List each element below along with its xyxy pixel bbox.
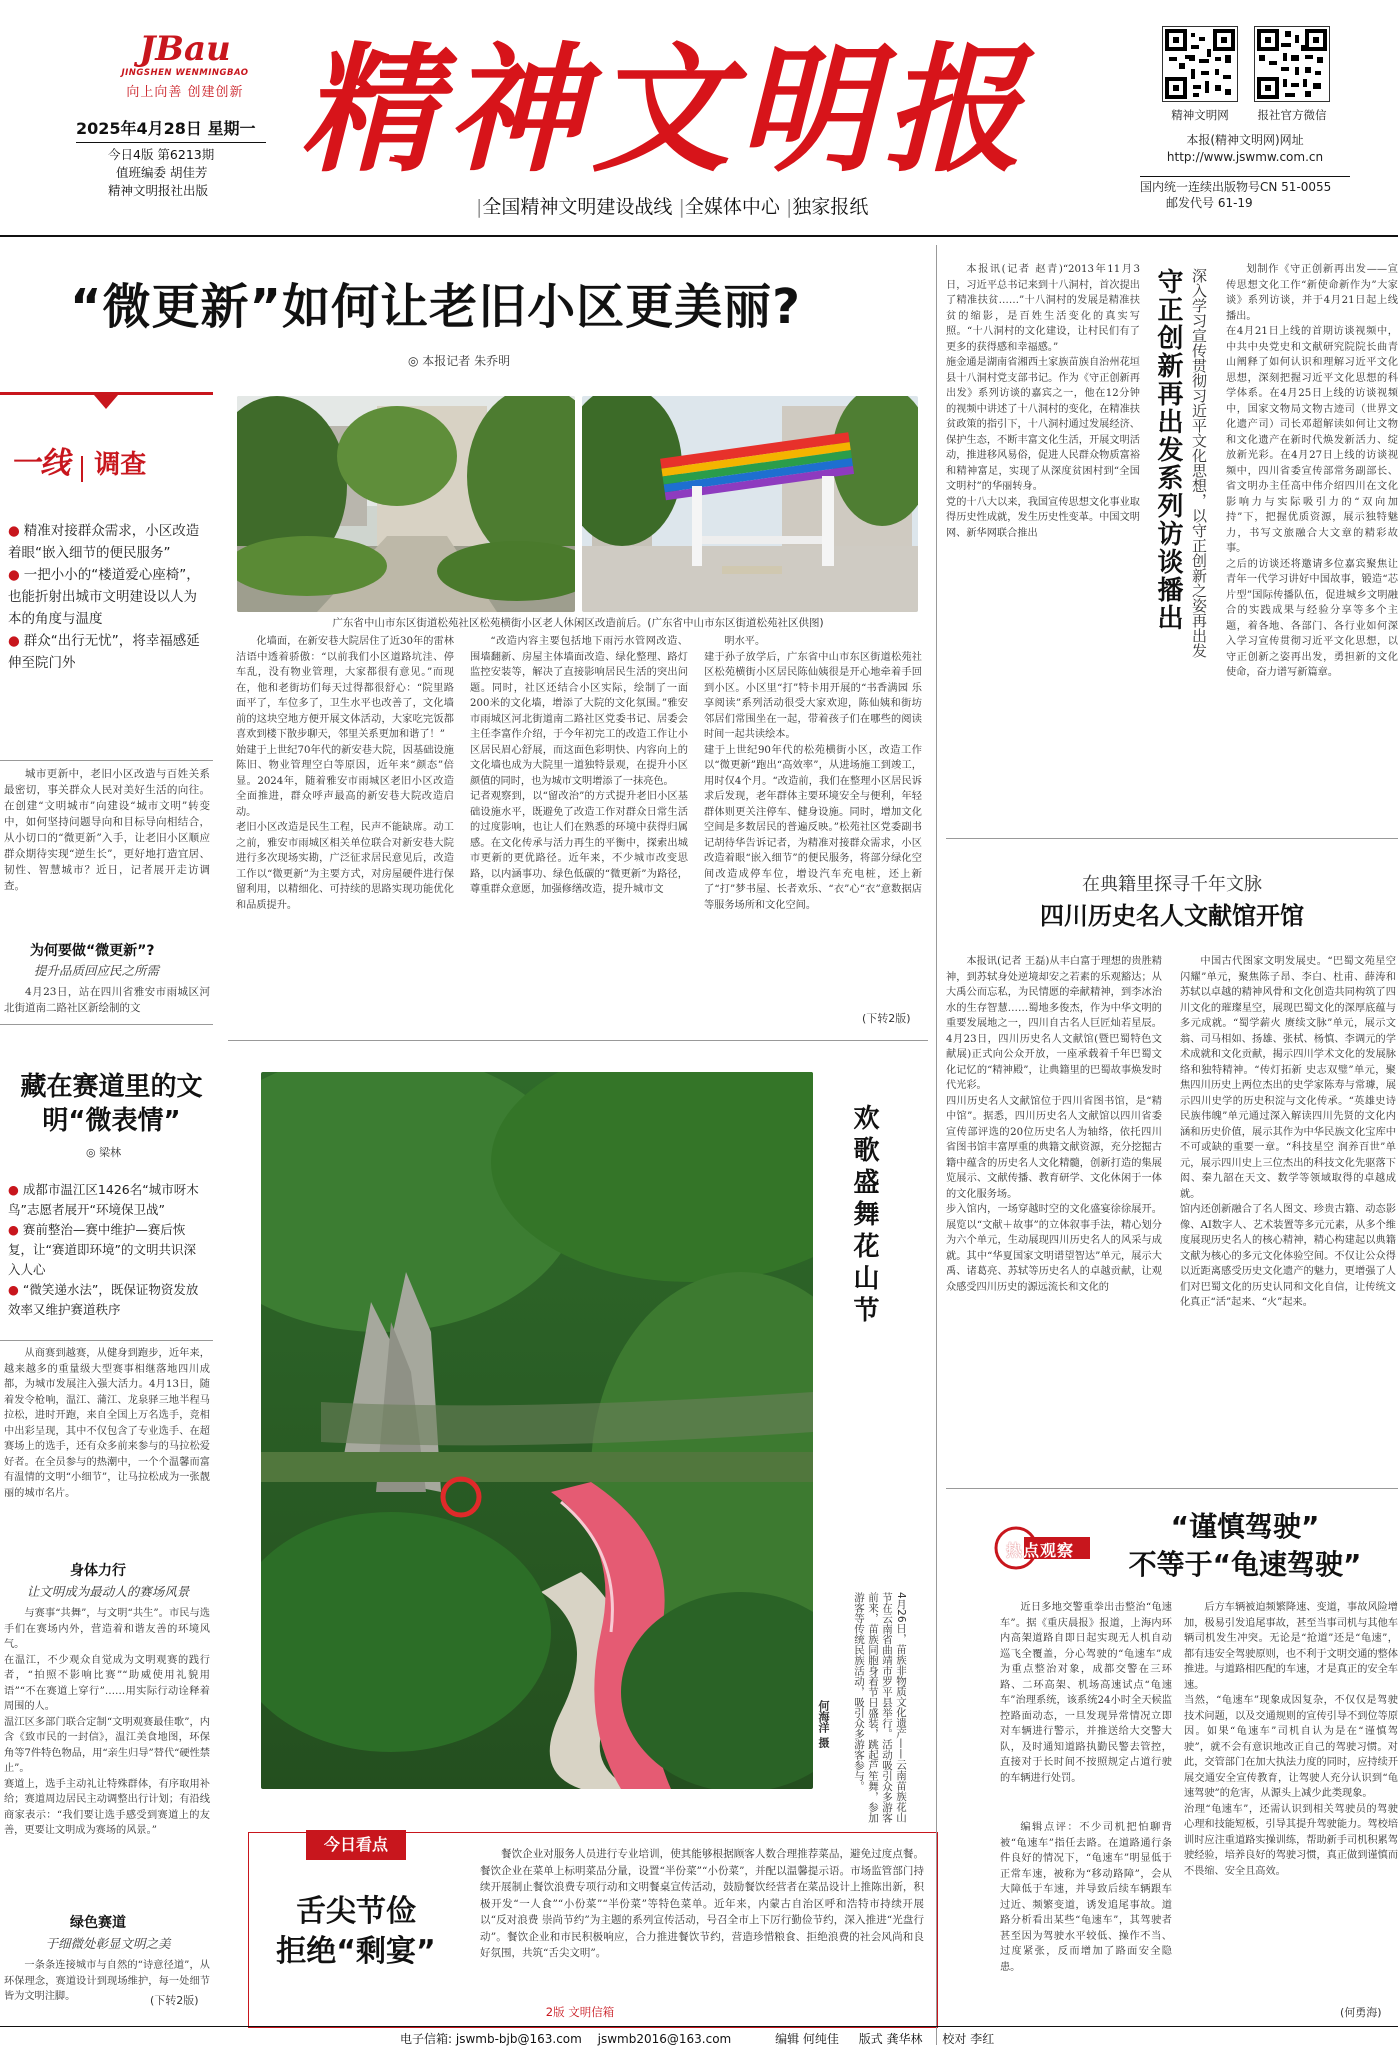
column-title-1: 一线 bbox=[10, 446, 70, 481]
hot-editor: 编辑点评：不少司机把怕聊背被“龟速车”指任去路。在道路通行条件良好的情况下，“龟速车”明显低于正常车速，被称为“移动路障”，会从大障低于车速，并导致后续车辆跟车过近、频繁变道，诱发追尾事故。道路分析看出某些“龟速车”，其驾驶者甚至因为驾驶水平较低、操作不当、过度紧张，反而增加了路面安全隐患。 bbox=[1000, 1822, 1172, 1973]
ancient-title-1: 在典籍里探寻千年文脉 bbox=[1082, 874, 1262, 895]
qr-code-website[interactable] bbox=[1162, 26, 1238, 102]
sidebar-subhead: 为何要做“微更新”? bbox=[30, 943, 155, 959]
sidebar-intro: 城市更新中，老旧小区改造与百姓关系最密切，事关群众人民对美好生活的向往。 在创建“文明城市”向建设“城市文明”转变中，如何坚持问题导向和目标导向相结合，从小切口的“微更新”入手，让老旧小区顺应群众期待实现“逆生长”，更好地打造宜居、韧性、智慧城市？近日，记者展开走访调查。 bbox=[4, 768, 210, 892]
race-bullet: ● 赛前整治—赛中维护—赛后恢复，让“赛道即环境”的文明共识深入人心 bbox=[8, 1222, 196, 1277]
sidebar-subhead2: 提升品质回应民之所需 bbox=[34, 963, 160, 978]
duty-editor: 值班编委 胡佳芳 bbox=[116, 165, 208, 180]
race-sub1b: 让文明成为最动人的赛场风景 bbox=[26, 1584, 190, 1599]
editor: 编辑 何纯佳 bbox=[775, 2032, 839, 2046]
hot-author: (何勇海) bbox=[1340, 2006, 1382, 2019]
right-interview-b: 划制作《守正创新再出发——宣传思想文化工作“新使命新作为”大家谈》系列访谈，并于4月21日起上线播出。 在4月21日上线的首期访谈视频中，中共中央党史和文献研究院院长曲青山阐释了如何认识和理解习近平文化思想，深刻把握习近平文化思想的科学体系。在4月25日上线的访谈视频中，国家文物局文物古迹司（世界文化遗产司）司长邓超解读如何让文物和文化遗产在新时代焕发新活力、绽放新光彩。在4月27日上线的访谈视频中，四川省委宣传部常务副部长、省文明办主任高中伟介绍四川在文化影响力与实际吸引力的“双向加持”下，把握优质资源，展示独特魅力，书写文旅融合大文章的精彩故事。 之后的访谈还将邀请多位嘉宾聚焦让青年一代学习讲好中国故事，锻造“芯片型”国际传播队伍，促进城乡文明融合的实践成果与经验分享等多个主题，着各地、各部门、各行业如何深入学习宣传贯彻习近平文化思想，以守正创新之姿再出发，勇担新的文化使命，奋力谱写新篇章。 bbox=[1226, 264, 1398, 678]
hot-a: 近日多地交警重拳出击整治“龟速车”。据《重庆晨报》报道，上海内环内高架道路自即日起实现无人机自动巡飞全覆盖，分心驾驶的“龟速车”成为重点整治对象，成都交警在三环路、二环高架、机场高速试点“龟速车”治理系统，该系统24小时全天候监控路面动态，一旦发现异常情况立即对车辆进行警示，并推送给大交警大队，及时通知道路执勤民警去管控，直接对于长时间不按照规定占道行驶的车辆进行处罚。 bbox=[1000, 1602, 1172, 1784]
hot-badge bbox=[994, 1526, 1094, 1570]
dance-photo bbox=[261, 1072, 813, 1789]
race-continued[interactable]: (下转2版) bbox=[150, 1994, 199, 2007]
interview-title: 守正创新再出发系列访谈播出 bbox=[1153, 268, 1183, 632]
issue-date: 2025年4月28日 星期一 bbox=[76, 119, 256, 138]
ancient-title-2: 四川历史名人文献馆开馆 bbox=[1040, 902, 1304, 930]
qr-label-website: 精神文明网 bbox=[1171, 108, 1229, 122]
today-title bbox=[256, 1892, 456, 1972]
website-info bbox=[1140, 132, 1350, 166]
tagline-3: 独家报纸 bbox=[792, 196, 869, 218]
race-body3: 一条条连接城市与自然的“诗意径道”，从环保理念，赛道设计到现场维护，每一处细节皆为文明注脚。 bbox=[4, 1960, 210, 2002]
postal-code: 邮发代号 61-19 bbox=[1166, 196, 1253, 210]
footer-rule bbox=[0, 2026, 1398, 2027]
newspaper-title: 精神文明报 bbox=[300, 28, 1031, 191]
sidebar-rule bbox=[0, 760, 213, 761]
proofreader: 校对 李红 bbox=[942, 2032, 995, 2046]
hot-title-2: 不等于“龟速驾驶” bbox=[1128, 1548, 1362, 1581]
dance-photographer: 何海洋 摄 bbox=[817, 1700, 830, 1748]
race-byline: ◎ 梁林 bbox=[86, 1146, 122, 1159]
right-rule-2 bbox=[946, 1488, 1398, 1489]
lead-byline: ◎ 本报记者 朱乔明 bbox=[408, 354, 511, 368]
race-headline: 藏在赛道里的文明“微表情” bbox=[20, 1072, 203, 1136]
issue-number: 今日4版 第6213期 bbox=[108, 147, 215, 162]
column-title-divider bbox=[81, 456, 83, 482]
web-url[interactable]: http://www.jswmw.com.cn bbox=[1166, 150, 1324, 164]
center-divider bbox=[228, 1040, 928, 1041]
email-label: 电子信箱: bbox=[400, 2032, 453, 2046]
today-title-1: 舌尖节俭 bbox=[296, 1894, 416, 1929]
race-sub2b: 于细微处彰显文明之美 bbox=[45, 1936, 171, 1951]
ancient-a: 本报讯(记者 王磊)从丰白富于理想的贵胜精神，到苏轼身处逆境却安之若素的乐观豁达；从大禹公而忘私，为民情愿的牵献精神，到李冰治水的生存智慧……蜀地多俊杰，作为中华文明的重要发展地之一，四川自古名人巨匠灿若星辰。4月23日，四川历史名人文献馆(暨巴蜀特色文献展)正式向公众开放，一座承载着千年巴蜀文化记忆的“精神殿”，让典籍里的巴蜀故事焕发时代光彩。 四川历史名人文献馆位于四川省图书馆，是“精中馆”。据悉，四川历史名人文献馆以四川省委宣传部评选的20位历史名人为轴络，依托四川省图书馆丰富厚重的典籍文献资源，充分挖掘古籍中蕴含的历史名人文化精髓，创新打造的集展览展示、文献传播、教育研学、文化休闲于一体的文化服务场。 步入馆内，一场穿越时空的文化盛宴徐徐展开。展览以“文献＋故事”的立体叙事手法，精心划分为六个单元，生动展现四川历史名人的风采与成就。其中“华夏国家文明谱望智达”单元，展示大禹、诸葛亮、苏轼等历史名人的卓越贡献，让观众感受四川历史的源远流长和文化的 bbox=[946, 956, 1162, 1293]
hot-title bbox=[1100, 1508, 1390, 1584]
race-rule bbox=[0, 1340, 213, 1341]
web-label: 本报(精神文明网)网址 bbox=[1186, 133, 1304, 147]
lead-col3: 明水平。 建于孙子放学后，广东省中山市东区街道松苑社区松苑横街小区居民陈仙姨很是开心地牵着手回到小区。小区里“打”特卡用开展的“书香满园 乐享阅读”系列活动很受大家欢迎，陈仙姨和街坊邻居们常围坐在一起，带着孩子们在哪些的阅读时间一起共读绘本。 建于上世纪90年代的松苑横街小区，改造工作以“微更新”跑出“高效率”，从进场施工到竣工，用时仅4个月。“改造前，我们在整理小区居民诉求后发现，老年群体主要环境安全与便利，年轻群体则更关注停车、健身设施。同时，增加文化空间是多数居民的普遍反映。”松苑社区党委副书记胡待华告诉记者，为精准对接群众需求，小区改造着眼“嵌入细节”的便民服务，将部分绿化空间改造成停车位，增设汽车充电桩，还上新了“打”梦书屋、长者欢乐、“衣”心“衣”意数据店等服务场所和文化空间。 bbox=[704, 636, 922, 911]
dance-title: 欢歌盛舞花山节 bbox=[849, 1104, 879, 1328]
sidebar-notch bbox=[94, 395, 118, 409]
dance-caption: 4月26日，苗族非物质文化遗产——云南苗族花山节在云南省曲靖市罗平县举行。活动吸引众多游客前来，苗族同胞身着节日盛装，跳起芦笙舞，参加游客等传统民族活动，吸引众多游客参与。 bbox=[853, 1592, 907, 1823]
masthead-info bbox=[76, 118, 276, 200]
logo bbox=[110, 29, 260, 100]
ancient-title bbox=[946, 870, 1398, 931]
right-interview-a: 本报讯(记者 赵青)“2013年11月3日，习近平总书记来到十八洞村，首次提出了精准扶贫……”十八洞村的发展是精准扶贫的缩影，是百姓生活变化的真实写照。“十八洞村的文化建设，让村民们有了更多的获得感和幸福感。” 施金通是湖南省湘西土家族苗族自治州花垣县十八洞村党支部书记。作为《守正创新再出发》系列访谈的嘉宾之一，他在12分钟的视频中讲述了十八洞村的变化，在精准扶贫政策的指引下，十八洞村通过发展经济、保护生态，不断丰富文化生活，开展文明活动，推进移风易俗，促进人民群众物质富裕和精神富足，实现了从深度贫困村到“全国文明村”的华丽转身。 党的十八大以来，我国宣传思想文化事业取得历史性成就，发生历史性变革。中国文明网、新华网联合推出 bbox=[946, 264, 1140, 539]
hot-label: 热点观察 bbox=[1006, 1541, 1075, 1560]
sidebar-bullets bbox=[8, 520, 208, 674]
ancient-b: 中国古代图家文明发展史。“巴蜀文苑星空闪耀”单元，聚焦陈子昂、李白、杜甫、薛涛和苏轼以卓越的精神风骨和文化创造共同构筑了四川文化的璀璨星空，展现巴蜀文化的深厚底蕴与多元成就。“蜀学薪火 赓续文脉”单元，展示文翁、司马相如、扬雄、张栻、杨慎、李调元的学术成就和文化贡献，揭示四川学术文化的发展脉络和独特精神。“传灯拓新 史志双璧”单元，聚焦四川历史上两位杰出的史学家陈寿与常璩，展示四川史学的历史积淀与文化传承。“英雄史诗 民族伟魄”单元通过深入解读四川先贤的文化内涵和历史价值，展示其作为中华民族文化宝库中不可或缺的重要一章。“科技星空 润养百世”单元，展示四川史上三位杰出的科技文化先驱落下闳、秦九韶在天文、数学等领域取得的卓越成就。 馆内还创新融合了名人图文、珍贵古籍、动态影像、AI数字人、艺术装置等多元元素，从多个维度展现历史名人的核心精神，精心构建起以典籍文献为核心的多元文化体验空间。不仅让公众得以近距离感受历史文化遗产的魅力，更增强了人们对巴蜀文化的历史认同和文化自信，让传统文化真正“活”起来、“火”起来。 bbox=[1180, 956, 1396, 1308]
race-bullet: ● “微笑递水法”，既保证物资发放效率又维护赛道秩序 bbox=[8, 1282, 199, 1317]
race-sub2: 绿色赛道 bbox=[70, 1915, 126, 1931]
hot-title-1: “谨慎驾驶” bbox=[1170, 1510, 1320, 1543]
sidebar-bullet: ● 精准对接群众需求，小区改造着眼“嵌入细节的便民服务” bbox=[8, 523, 200, 561]
column-title bbox=[10, 438, 210, 481]
hot-b: 后方车辆被迫频繁降速、变道，事故风险增加，极易引发追尾事故，甚至当事司机与其他车辆司机发生冲突。无论是“抢道”还是“龟速”，都有违安全驾驶原则，也不利于文明交通的整体推进。与道路相匹配的车速，才是真正的安全车速。 当然，“龟速车”现象成因复杂，不仅仅是驾驶技术问题，以及交通规则的宣传引导不到位等原因。如果“龟速车”司机自认为是在“谨慎驾驶”，就不会有意识地改正自己的驾驶习惯。对此，交管部门在加大执法力度的同时，应持续开展交通安全宣传教育，让驾驶人充分认识到“龟速驾驶”的危害，从源头上减少此类现象。 治理“龟速车”，还需认识到相关驾驶员的驾驶心理和技能短板，引导其提升驾驶能力。驾校培训时应注重道路实操训练，帮助新手司机积累驾驶经验，培养良好的驾驶习惯，真正做到谨慎而不畏缩、安全且高效。 bbox=[1184, 1602, 1398, 1877]
publication-info bbox=[1140, 176, 1350, 211]
photo-after bbox=[582, 396, 918, 612]
today-body: 餐饮企业对服务人员进行专业培训，使其能够根据顾客人数合理推荐菜品，避免过度点餐。餐饮企业在菜单上标明菜品分量，设置“半份菜”“小份菜”，并配以温馨提示语。市场监管部门持续开展制止餐饮浪费专项行动和文明餐桌宣传活动，鼓励餐饮经营者在菜品设计上推陈出新，积极开发“一人食”“小份菜”“半份菜”等特色菜单。近年来，内蒙古自治区呼和浩特市持续开展以“反对浪费 崇尚节约”为主题的系列宣传活动，号召全市上下厉行勤俭节约，深入推进“光盘行动”。餐饮企业和市民积极响应，合力推进餐饮节约，营造珍惜粮食、拒绝浪费的社会风尚和良好氛围，共筑“舌尖文明”。 bbox=[480, 1848, 924, 1959]
masthead-divider bbox=[0, 235, 1398, 237]
sidebar-bullet: ● 群众“出行无忧”，将幸福感延伸至院门外 bbox=[8, 633, 200, 671]
sidebar-bullet: ● 一把小小的“楼道爱心座椅”，也能折射出城市文明建设以人为本的角度与温度 bbox=[8, 567, 200, 627]
masthead bbox=[0, 0, 1398, 238]
lead-col1: 化墙面，在新安巷大院居住了近30年的雷林洁语中透着骄傲：“以前我们小区道路坑洼、停车乱，没有物业管理，大家都很有意见。”而现在，他和老街坊们每天过得都很舒心：“院里路面平了，车位多了，卫生水平也改善了，文化墙前的这块空地方便开展文体活动，大家吃完饭都喜欢到楼下散步聊天，邻里关系更加和谐了！” 始建于上世纪70年代的新安巷大院，因基础设施陈旧、物业管理空白等原因，近年来“颜态”倍显。2024年，随着雅安市雨城区老旧小区改造全面推进，群众呼声最高的新安巷大院改造启动。 老旧小区改造是民生工程，民声不能缺席。动工之前，雅安市雨城区相关单位联合对新安巷大院进行多次现场实勘，广泛征求居民意见后，改造工作以“微更新”为主要方式，对房屋硬件进行保留利用，以精细化、可持续的思路实现功能优化和品质提升。 bbox=[236, 636, 454, 911]
tagline: |全国精神文明建设战线 |全媒体中心 |独家报纸 bbox=[476, 196, 869, 218]
lead-headline: “微更新”如何让老旧小区更美丽? bbox=[70, 279, 801, 335]
race-body1: 从商赛到越赛，从健身到跑步，近年来，越来越多的重量级大型赛事相继落地四川成都，为城市发展注入强大活力。4月13日，随着发令枪响，温江、蒲江、龙泉驿三地半程马拉松，进时开跑，来自全国上万名选手，竞相中出彩呈现，其中不仅包含了专业选手、在超赛场上的选手，还有众多前来参与的马拉松爱好者。在全员参与的热潮中，一个个温馨而富有温情的文明“小细节”，让马拉松成为一张靓丽的城市名片。 bbox=[4, 1348, 210, 1499]
race-bullet: ● 成都市温江区1426名“城市呀木鸟”志愿者展开“环境保卫战” bbox=[8, 1182, 199, 1217]
lead-continued[interactable]: (下转2版) bbox=[862, 1012, 911, 1025]
logo-slogan: 向上向善 创建创新 bbox=[126, 85, 244, 100]
cn-number: 国内统一连续出版物号CN 51-0055 bbox=[1140, 180, 1332, 194]
sidebar-subtext: 4月23日，站在四川省雅安市雨城区河北街道南二路社区新绘制的文 bbox=[4, 986, 210, 1014]
sidebar-bottom-rule bbox=[0, 1024, 213, 1025]
photo-caption: 广东省中山市东区街道松苑社区松苑横街小区老人休闲区改造前后。(广东省中山市东区街道松苑社区供图) bbox=[332, 617, 824, 629]
photo-before bbox=[237, 396, 575, 612]
layout-editor: 版式 龚华林 bbox=[858, 2032, 923, 2046]
tagline-2: 全媒体中心 bbox=[684, 196, 780, 218]
logo-pinyin: JINGSHEN WENMINGBAO bbox=[121, 68, 249, 78]
qr-code-wechat[interactable] bbox=[1254, 26, 1330, 102]
email-1[interactable]: jswmb-bjb@163.com bbox=[455, 2032, 582, 2046]
qr-label-wechat: 报社官方微信 bbox=[1257, 108, 1327, 122]
race-bullets bbox=[8, 1180, 208, 1320]
today-title-2: 拒绝“剩宴” bbox=[276, 1934, 436, 1969]
footer bbox=[400, 2030, 1300, 2047]
tagline-1: 全国精神文明建设战线 bbox=[482, 196, 673, 218]
logo-mark: JBau bbox=[139, 29, 231, 69]
right-divider bbox=[936, 245, 937, 2045]
today-label: 今日看点 bbox=[306, 1830, 406, 1860]
lead-col2: “改造内容主要包括地下雨污水管网改造、围墙翻新、房屋主体墙面改造、绿化整理、路灯监控安装等，解决了直接影响居民生活的突出问题。同时，社区还结合小区实际，绘制了一面200米的文化墙，增添了大院的文化氛围。”雅安市雨城区河北街道南二路社区党委书记、居委会主任李富作介绍，于今年初完工的改造工作让小区居民眉心舒展，而这面色彩明快、内容向上的文化墙也成为大院里一道独特景观，在提升小区颜值的同时，也为城市文明增添了一抹亮色。 记者观察到，以“留改治”的方式提升老旧小区基础设施水平，既避免了改造工作对群众日常生活的过度影响，也让人们在熟悉的环境中获得归属感。在文化传承与活力再生的平衡中，探索出城市更新的更优路径。近年来，不少城市改变思路，以内涵事功、绿色低碳的“微更新”为路径，尊重群众意愿，加强修缮改造，提升城市文 bbox=[470, 636, 688, 895]
column-title-2: 调查 bbox=[94, 450, 147, 480]
today-page-ref[interactable]: 2版 文明信箱 bbox=[545, 2005, 615, 2019]
race-sub1: 身体力行 bbox=[70, 1563, 126, 1579]
right-rule-1 bbox=[946, 838, 1398, 839]
race-body2: 与赛事“共舞”，与文明“共生”。市民与选手们在赛场内外，营造着和谐友善的环境风气。 在温江，不少观众自觉成为文明观赛的践行者，“拍照不影响比赛”“助威使用礼貌用语”“不在赛道上穿行”……用实际行动诠释着周围的人。 温江区多部门联合定制“文明观赛最佳歌”，内含《致市民的一封信》，温江美食地图，环保角等7件特色物品，用“亲生归导”替代“硬性禁止”。 赛道上，选手主动礼让特殊群体，有序取用补给；赛道周边居民主动调整出行计划；有沿线商家表示：“我们要让选手感受到赛道上的友善，更要让文明成为赛场的风景。” bbox=[4, 1608, 210, 1836]
interview-label: 深入学习宣传贯彻习近平文化思想，以守正创新之姿再出发 bbox=[1190, 268, 1208, 658]
publisher: 精神文明报社出版 bbox=[108, 183, 209, 198]
email-2[interactable]: jswmb2016@163.com bbox=[597, 2032, 732, 2046]
